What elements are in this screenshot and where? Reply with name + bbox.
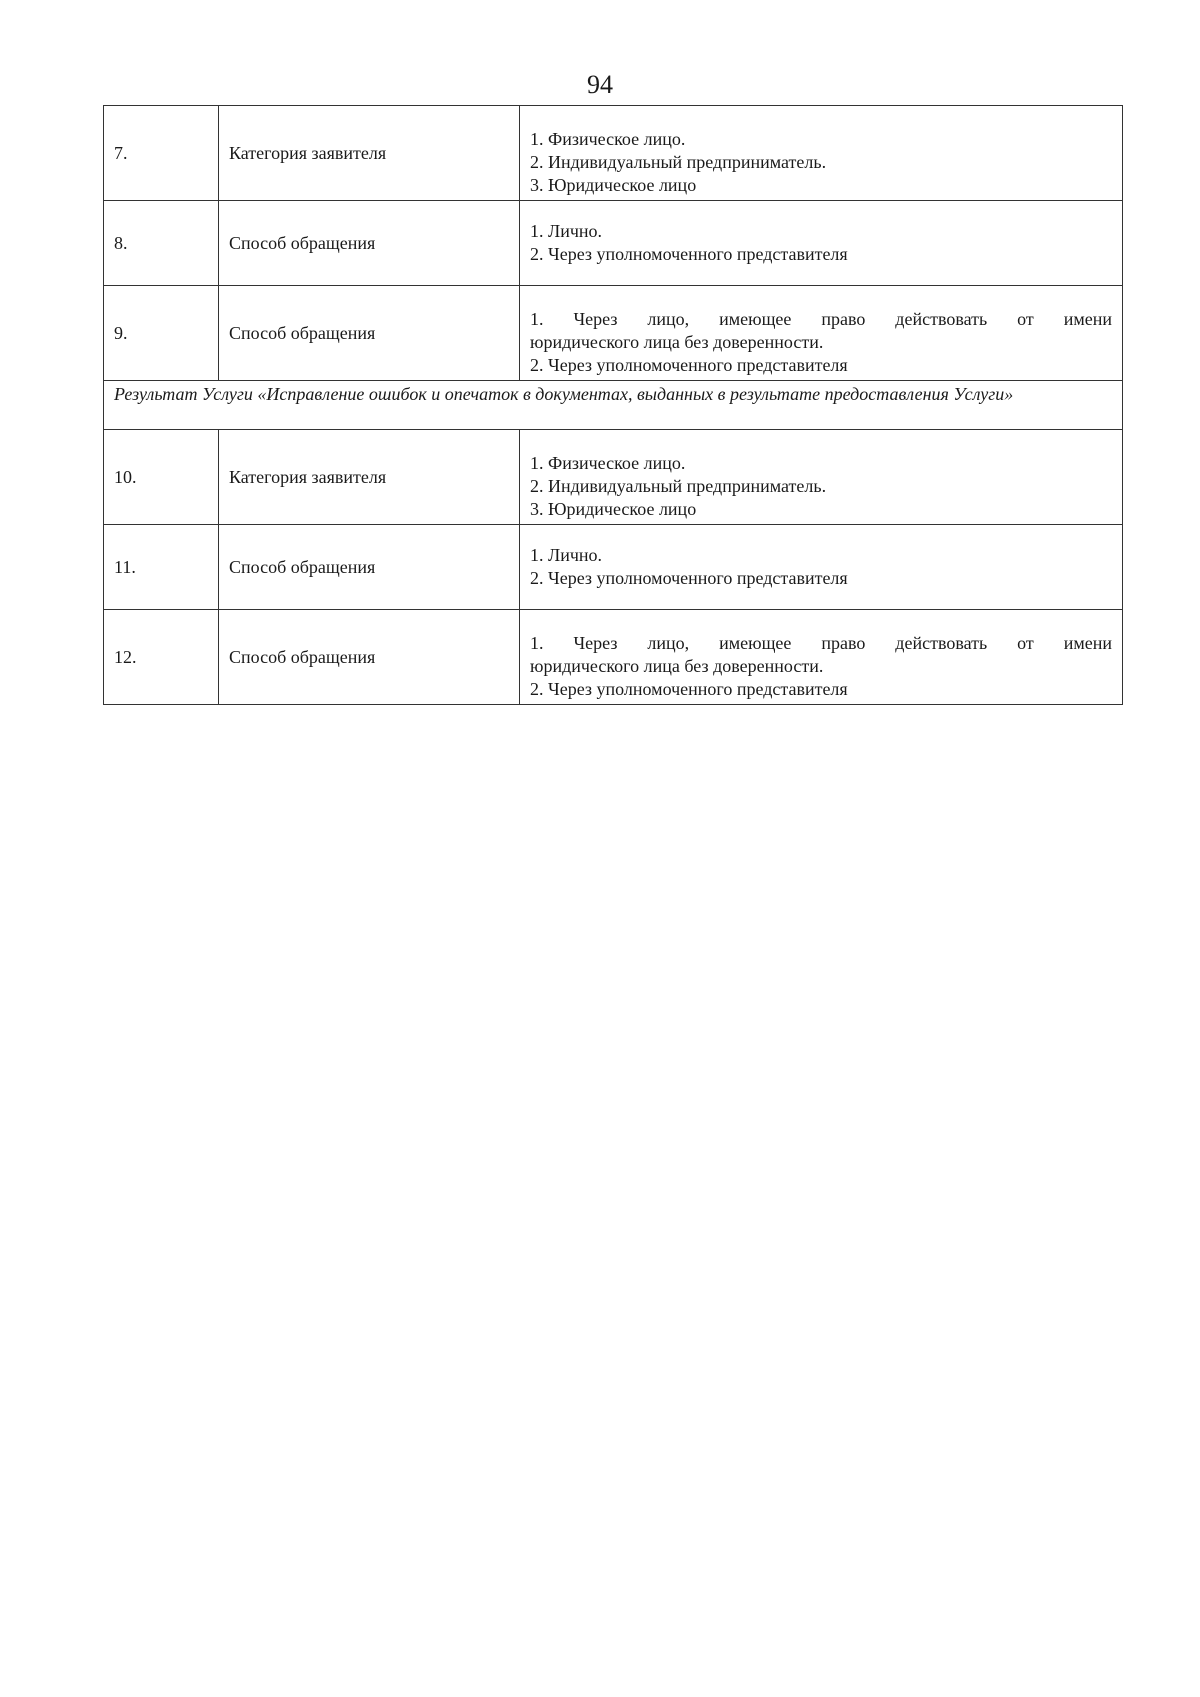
row-number: 10.	[104, 430, 219, 525]
row-number: 11.	[104, 525, 219, 610]
option-line: юридического лица без доверенности.	[530, 655, 824, 676]
row-number: 9.	[104, 286, 219, 381]
option-line: 1. Физическое лицо.	[530, 128, 686, 149]
option-line: 2. Через уполномоченного представителя	[530, 568, 848, 588]
table-row	[104, 430, 1123, 525]
table-row	[104, 610, 1123, 705]
section-row	[104, 381, 1123, 430]
row-label: Категория заявителя	[219, 430, 520, 525]
page-number: 94	[587, 70, 613, 99]
row-number: 12.	[104, 610, 219, 705]
row-label: Способ обращения	[219, 610, 520, 705]
row-options	[520, 201, 1123, 286]
row-label: Категория заявителя	[219, 106, 520, 201]
option-line: 2. Через уполномоченного представителя	[530, 678, 848, 699]
option-line: 1. Физическое лицо.	[530, 452, 686, 473]
row-options	[520, 525, 1123, 610]
option-line: 1. Через лицо, имеющее право действовать от имени	[530, 632, 1112, 653]
table-row	[104, 201, 1123, 286]
row-options	[520, 430, 1123, 525]
section-title: Результат Услуги «Исправление ошибок и опечаток в документах, выданных в результате предоставления Услуги»	[104, 381, 1123, 430]
option-line: 2. Индивидуальный предприниматель.	[530, 151, 827, 172]
row-label: Способ обращения	[219, 201, 520, 286]
table-row	[104, 286, 1123, 381]
row-options	[520, 106, 1123, 201]
option-line: 1. Лично.	[530, 545, 603, 565]
row-number: 8.	[104, 201, 219, 286]
row-options	[520, 286, 1123, 381]
option-line: 2. Через уполномоченного представителя	[530, 244, 848, 264]
row-options	[520, 610, 1123, 705]
services-table	[103, 105, 1123, 705]
option-line: юридического лица без доверенности.	[530, 331, 824, 352]
option-line: 2. Через уполномоченного представителя	[530, 354, 848, 375]
option-line: 1. Через лицо, имеющее право действовать от имени	[530, 308, 1112, 329]
row-number: 7.	[104, 106, 219, 201]
row-label: Способ обращения	[219, 286, 520, 381]
row-label: Способ обращения	[219, 525, 520, 610]
option-line: 3. Юридическое лицо	[530, 498, 697, 519]
table-row	[104, 106, 1123, 201]
option-line: 3. Юридическое лицо	[530, 174, 697, 195]
option-line: 2. Индивидуальный предприниматель.	[530, 475, 827, 496]
table-row	[104, 525, 1123, 610]
option-line: 1. Лично.	[530, 221, 603, 241]
